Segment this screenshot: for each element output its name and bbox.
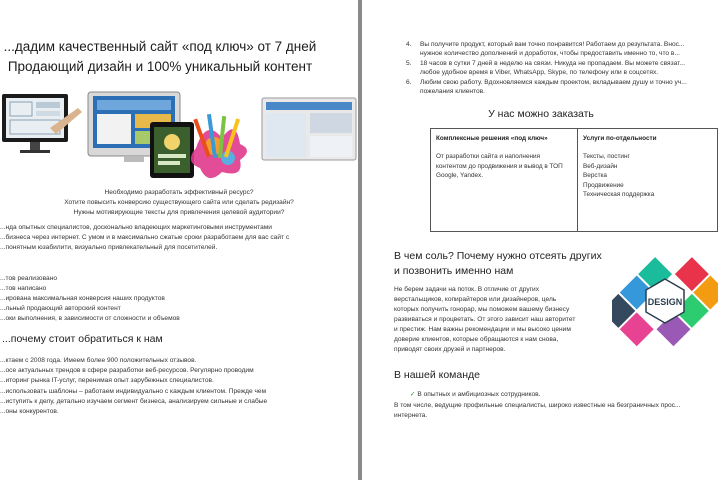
services-column-complex [431, 129, 578, 231]
question-3: Нужны мотивирующие тексты для привлечения целевой аудитории? [73, 209, 285, 216]
service-item: Веб-дизайн [583, 162, 618, 170]
intro-line-2: ...бизнеса через интернет. С умом и в максимально сжатые сроки разработаем для вас сайт с [0, 234, 290, 241]
order-heading: У нас можно заказать [488, 108, 594, 120]
point-text-line: Не берем задачи на поток. В отличие от других [394, 286, 540, 293]
list-item-line: пожелания клиентов. [420, 88, 486, 95]
point-text-line: верстальщиков, копирайтеров или дизайнеров, цель [394, 296, 557, 303]
team-bullet-text: В опытных и амбициозных сотрудников. [417, 391, 541, 398]
service-item: Продвижение [583, 181, 624, 189]
intro-line-1: ...нда опытных специалистов, досконально владеющих маркетинговыми инструментами [0, 224, 272, 231]
stat-item: ...оки выполнения, в зависимости от сложности и объемов [0, 315, 180, 322]
list-item-line: любое удобное время в Viber, WhatsApp, Skype, по телефону или в соцсетях. [420, 69, 659, 76]
check-icon: ✓ [410, 391, 416, 398]
service-item: Верстка [583, 172, 607, 179]
team-bullet [410, 390, 541, 400]
services-column-text: От разработки сайта и наполнения контентом до продвижения и вывод в ТОП Google, Yandex. [436, 153, 563, 179]
document-page-left [0, 0, 358, 480]
services-column-header: Услуги по-отдельности [583, 135, 657, 142]
list-item-line: нужное количество дополнений и доработок, чтобы предоставить именно то, что в... [420, 50, 680, 57]
document-page-right [362, 0, 720, 480]
point-text-line: и престиж. Нам важны рекомендации и мы высоко ценим [394, 326, 571, 333]
stat-item: ...тов написано [0, 285, 47, 292]
question-2: Хотите повысить конверсию существующего сайта или сделать редизайн? [64, 199, 294, 206]
point-text-line: которых получить гонорар, мы поможем вашему бизнесу [394, 306, 570, 313]
point-text-line: развиваться и процветать. От этого зависит наш авторитет [394, 316, 576, 323]
why-line: ...ктаем с 2008 года. Имеем более 900 положительных отзывов. [0, 357, 197, 364]
stat-item: ...ирована максимальная конверсия наших продуктов [0, 295, 165, 302]
why-line: ...оны конкурентов. [0, 408, 59, 415]
list-number: 4. [406, 41, 412, 48]
web-design-illustration [0, 88, 358, 188]
services-column-separate [578, 129, 717, 231]
page-subtitle: Продающий дизайн и 100% уникальный контент [7, 59, 313, 74]
point-text-line: приводят своих друзей и партнеров. [394, 346, 506, 353]
point-text-line: доверие клиентов, которые обращаются к нам снова, [394, 336, 559, 343]
team-text-line: В том числе, ведущие профильные специалисты, широко известные на безграничных прос... [394, 402, 681, 409]
why-line: ...иторинг рынка IT-услуг, перенимая опыт зарубежных специалистов. [0, 377, 214, 384]
team-text-line: интернета. [394, 412, 428, 419]
intro-line-3: ...понятным юзабилити, визуально привлекательный для посетителей. [0, 244, 218, 251]
list-number: 6. [406, 79, 412, 86]
page-title: ...дадим качественный сайт «под ключ» от 7 дней [3, 39, 317, 54]
list-item-line: Вы получите продукт, который вам точно понравится! Работаем до результата. Внос... [420, 41, 685, 48]
list-item-line: Любим свою работу. Вдохновляемся каждым проектом, вкладываем душу и точно уч... [420, 79, 687, 86]
why-heading: ...почему стоит обратиться к нам [2, 333, 163, 345]
team-heading: В нашей команде [394, 369, 480, 381]
stat-item: ...тов реализовано [0, 275, 57, 282]
service-item: Тексты, постинг [583, 153, 630, 160]
list-item-line: 18 часов в сутки 7 дней в неделю на связи. Никуда не пропадаем. Вы можете связат... [420, 60, 685, 67]
why-line: ...осе актуальных трендов в сфере разработки веб-ресурсов. Регулярно проводим [0, 367, 254, 374]
why-line: ...иступить к делу, детально изучаем сегмент бизнеса, анализируем сильные и слабые [0, 398, 268, 405]
design-graphic [612, 245, 718, 357]
stat-item: ...льный продающий авторский контент [0, 305, 121, 312]
list-number: 5. [406, 60, 412, 67]
question-1: Необходимо разработать эффективный ресурс? [104, 189, 254, 196]
point-heading-line-2: и позвонить именно нам [394, 265, 514, 277]
services-table [430, 128, 718, 232]
service-item: Техническая поддержка [583, 191, 655, 198]
point-heading: В чем соль? Почему нужно отсеять других [394, 250, 602, 262]
why-line: ...использовать шаблоны – работаем индивидуально с каждым клиентом. Прежде чем [0, 388, 267, 395]
services-column-header: Комплексные решения «под ключ» [436, 135, 548, 142]
design-label: DESIGN [647, 297, 683, 307]
